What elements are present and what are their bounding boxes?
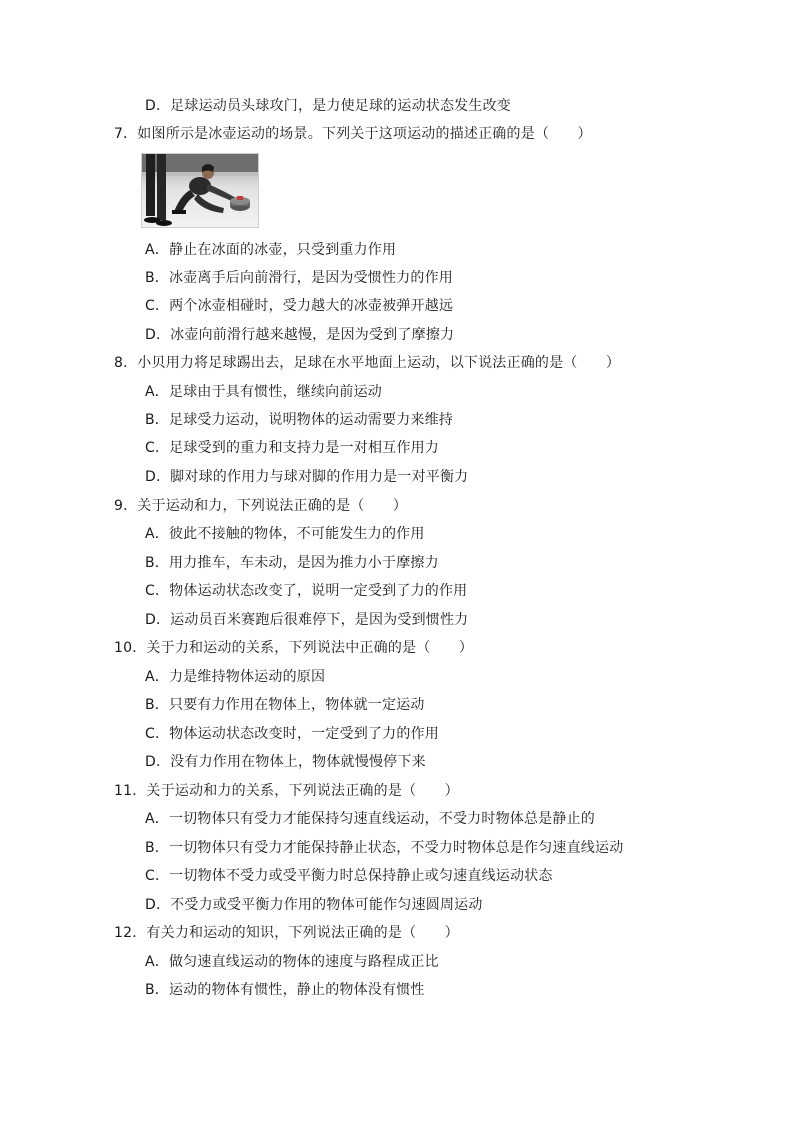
q11-stem: 11．关于运动和力的关系，下列说法正确的是（ ） <box>114 783 459 799</box>
q7-option-d: D．冰壶向前滑行越来越慢，是因为受到了摩擦力 <box>145 327 455 343</box>
q7-option-c: C．两个冰壶相碰时，受力越大的冰壶被弹开越远 <box>145 298 454 314</box>
q11-option-a: A．一切物体只有受力才能保持匀速直线运动，不受力时物体总是静止的 <box>145 811 595 827</box>
q12-option-b: B．运动的物体有惯性，静止的物体没有惯性 <box>145 982 425 998</box>
q8-option-b: B．足球受力运动，说明物体的运动需要力来维持 <box>145 412 454 428</box>
q11-option-b: B．一切物体只有受力才能保持静止状态，不受力时物体总是作匀速直线运动 <box>145 840 624 856</box>
q11-option-c: C．一切物体不受力或受平衡力时总保持静止或匀速直线运动状态 <box>145 868 553 884</box>
q6-option-d: D．足球运动员头球攻门，是力使足球的运动状态发生改变 <box>145 98 511 114</box>
q12-option-a: A．做匀速直线运动的物体的速度与路程成正比 <box>145 954 439 970</box>
q10-option-d: D．没有力作用在物体上，物体就慢慢停下来 <box>145 754 426 770</box>
q8-option-d: D．脚对球的作用力与球对脚的作用力是一对平衡力 <box>145 469 469 485</box>
q7-option-a: A．静止在冰面的冰壶，只受到重力作用 <box>145 242 397 258</box>
q10-option-b: B．只要有力作用在物体上，物体就一定运动 <box>145 697 425 713</box>
q9-stem: 9．关于运动和力，下列说法正确的是（ ） <box>114 498 408 514</box>
q11-option-d: D．不受力或受平衡力作用的物体可能作匀速圆周运动 <box>145 897 483 913</box>
curling-scene-icon <box>142 154 259 228</box>
q9-option-b: B．用力推车，车未动，是因为推力小于摩擦力 <box>145 555 439 571</box>
q7-stem: 7．如图所示是冰壶运动的场景。下列关于这项运动的描述正确的是（ ） <box>114 126 592 142</box>
q8-option-a: A．足球由于具有惯性，继续向前运动 <box>145 384 382 400</box>
q10-option-a: A．力是维持物体运动的原因 <box>145 669 326 685</box>
q10-option-c: C．物体运动状态改变时，一定受到了力的作用 <box>145 726 439 742</box>
q8-stem: 8．小贝用力将足球踢出去，足球在水平地面上运动，以下说法正确的是（ ） <box>114 355 621 371</box>
q9-option-d: D．运动员百米赛跑后很难停下，是因为受到惯性力 <box>145 612 469 628</box>
q10-stem: 10．关于力和运动的关系，下列说法中正确的是（ ） <box>114 640 474 656</box>
q9-option-c: C．物体运动状态改变了，说明一定受到了力的作用 <box>145 583 468 599</box>
q7-option-b: B．冰壶离手后向前滑行，是因为受惯性力的作用 <box>145 270 454 286</box>
q9-option-a: A．彼此不接触的物体，不可能发生力的作用 <box>145 526 425 542</box>
curling-photo <box>141 153 259 228</box>
q8-option-c: C．足球受到的重力和支持力是一对相互作用力 <box>145 440 439 456</box>
q12-stem: 12．有关力和运动的知识，下列说法正确的是（ ） <box>114 925 459 941</box>
